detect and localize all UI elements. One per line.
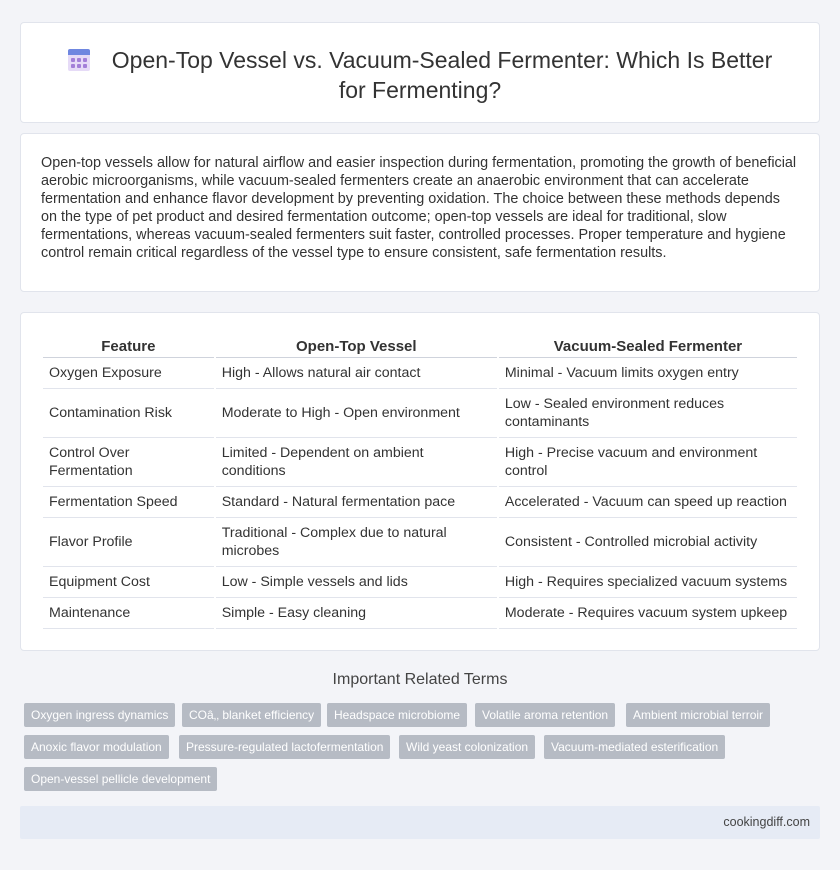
- table-row: [43, 567, 797, 598]
- column-header-open-top: Open-Top Vessel: [216, 335, 497, 358]
- table-cell: Fermentation Speed: [43, 487, 214, 518]
- site-credit[interactable]: cookingdiff.com: [723, 815, 810, 829]
- table-row: [43, 389, 797, 438]
- table-cell: Traditional - Complex due to natural microbes: [216, 518, 497, 567]
- table-row: [43, 358, 797, 389]
- table-cell: Control Over Fermentation: [43, 438, 214, 487]
- column-header-feature: Feature: [43, 335, 214, 358]
- related-terms-heading: Important Related Terms: [332, 671, 508, 688]
- title-card: [20, 22, 820, 123]
- table-cell: High - Precise vacuum and environment control: [499, 438, 797, 487]
- table-cell: Contamination Risk: [43, 389, 214, 438]
- table-cell: Oxygen Exposure: [43, 358, 214, 389]
- table-row: [43, 598, 797, 629]
- table-cell: Simple - Easy cleaning: [216, 598, 497, 629]
- page-title: Open-Top Vessel vs. Vacuum-Sealed Fermenter: Which Is Better for Fermenting?: [111, 47, 773, 103]
- table-cell: Moderate - Requires vacuum system upkeep: [499, 598, 797, 629]
- related-term-tag[interactable]: Ambient microbial terroir: [626, 703, 770, 727]
- table-row: [43, 438, 797, 487]
- intro-paragraph: Open-top vessels allow for natural airflow and easier inspection during fermentation, promoting the growth of beneficial aerobic microorganisms, while vacuum-sealed fermenters create an anaerobic environment that can accelerate fermentation and enhance flavor development by preventing oxidation. The choice between these methods depends on the type of pet product and desired fermentation outcome; open-top vessels are ideal for traditional, slow fermentations, whereas vacuum-sealed fermenters suit faster, controlled processes. Proper temperature and hygiene control remain critical regardless of the vessel type to ensure consistent, safe fermentation results.: [41, 155, 797, 261]
- table-cell: Accelerated - Vacuum can speed up reaction: [499, 487, 797, 518]
- related-term-tag[interactable]: Pressure-regulated lactofermentation: [179, 735, 390, 759]
- table-cell: Low - Sealed environment reduces contaminants: [499, 389, 797, 438]
- table-cell: High - Allows natural air contact: [216, 358, 497, 389]
- table-cell: Standard - Natural fermentation pace: [216, 487, 497, 518]
- table-cell: Limited - Dependent on ambient conditions: [216, 438, 497, 487]
- calendar-icon: [68, 49, 90, 71]
- page-title-block: [61, 45, 779, 105]
- table-cell: Equipment Cost: [43, 567, 214, 598]
- column-header-vacuum: Vacuum-Sealed Fermenter: [499, 335, 797, 358]
- table-header-row: [43, 335, 797, 358]
- table-cell: Moderate to High - Open environment: [216, 389, 497, 438]
- table-cell: Flavor Profile: [43, 518, 214, 567]
- footer-bar: [20, 806, 820, 839]
- table-row: [43, 518, 797, 567]
- comparison-card: [20, 312, 820, 651]
- table-cell: Consistent - Controlled microbial activity: [499, 518, 797, 567]
- table-cell: Maintenance: [43, 598, 214, 629]
- intro-card: [20, 133, 820, 292]
- related-term-tag[interactable]: Oxygen ingress dynamics: [24, 703, 175, 727]
- related-term-tag[interactable]: Anoxic flavor modulation: [24, 735, 169, 759]
- table-cell: Minimal - Vacuum limits oxygen entry: [499, 358, 797, 389]
- related-term-tag[interactable]: Headspace microbiome: [327, 703, 467, 727]
- related-term-tag[interactable]: Vacuum-mediated esterification: [544, 735, 725, 759]
- table-cell: High - Requires specialized vacuum systems: [499, 567, 797, 598]
- table-cell: Low - Simple vessels and lids: [216, 567, 497, 598]
- related-term-tag[interactable]: Volatile aroma retention: [475, 703, 615, 727]
- comparison-table: [41, 335, 799, 629]
- related-term-tag[interactable]: Wild yeast colonization: [399, 735, 535, 759]
- related-term-tag[interactable]: COâ‚‚ blanket efficiency: [182, 703, 321, 727]
- table-row: [43, 487, 797, 518]
- related-term-tag[interactable]: Open-vessel pellicle development: [24, 767, 217, 791]
